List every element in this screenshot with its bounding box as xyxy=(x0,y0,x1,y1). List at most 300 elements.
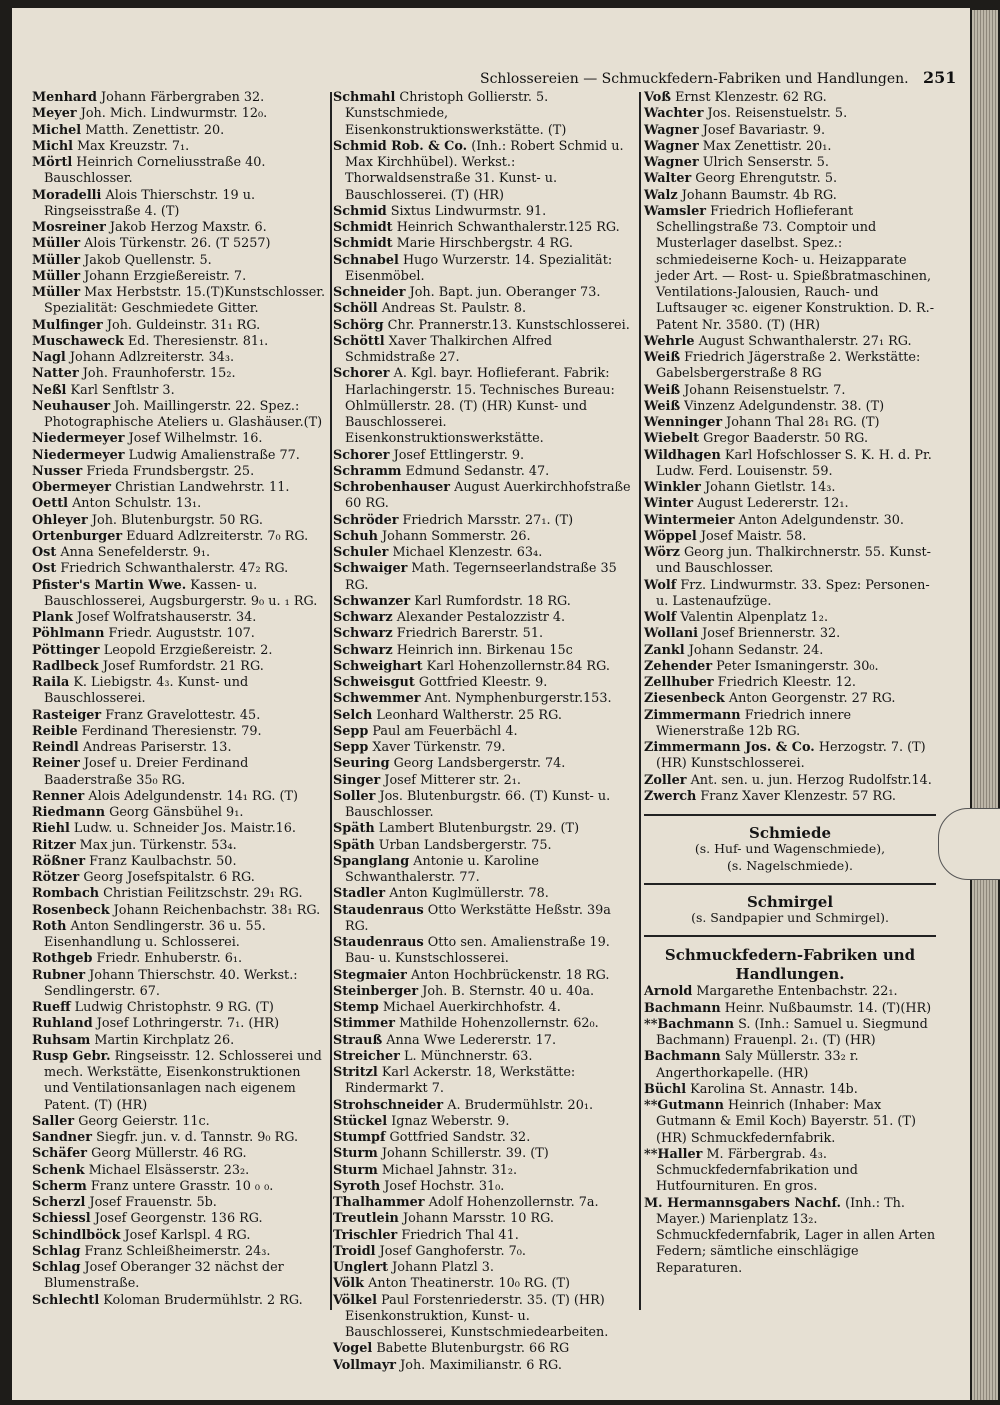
entry-name: Schorer xyxy=(333,366,390,382)
directory-entry xyxy=(32,529,327,545)
entry-name: Ruhsam xyxy=(32,1032,91,1048)
entry-details: Xaver Thalkirchen Alfred Schmidstraße 27. xyxy=(345,333,553,365)
entry-details: Heinrich Corneliusstraße 40. Bauschlosser. xyxy=(44,155,266,187)
column-3-schmuck-entries xyxy=(644,984,936,1277)
entry-details: Babette Blutenburgstr. 66 RG xyxy=(376,1341,570,1357)
directory-entry xyxy=(333,1358,633,1374)
entry-details: Joh. Bapt. jun. Oberanger 73. xyxy=(409,285,601,300)
entry-name: Müller xyxy=(32,236,81,252)
entry-details: Ulrich Senserstr. 5. xyxy=(702,155,829,170)
entry-name: Schäfer xyxy=(32,1146,88,1162)
entry-name: Wolf xyxy=(644,610,677,625)
entry-name: Wildhagen xyxy=(644,447,721,463)
entry-details: Leonhard Waltherstr. 25 RG. xyxy=(376,707,562,723)
entry-name: Wamsler xyxy=(644,203,707,219)
directory-entry xyxy=(644,659,936,675)
entry-name: Pöttinger xyxy=(32,642,100,658)
entry-name: Schwarz xyxy=(333,610,393,625)
entry-details: K. Liebigstr. 4₃. Kunst- und Bauschlosserei. xyxy=(44,675,249,707)
section-note: (s. Nagelschmiede). xyxy=(727,857,853,873)
entry-name: Neuhauser xyxy=(32,398,111,414)
entry-name: Trischler xyxy=(333,1227,398,1243)
directory-entry xyxy=(32,1211,327,1227)
entry-name: Bachmann xyxy=(644,1000,721,1016)
entry-details: Johann Baumstr. 4b RG. xyxy=(681,187,837,203)
entry-name: Strohschneider xyxy=(333,1097,444,1113)
entry-details: (Inh.: Robert Schmid u. Max Kirchhübel). Werkst.: Thorwaldsenstraße 31. Kunst- u. Bauschlosserei. (T) (HR) xyxy=(345,138,624,203)
entry-details: Joh. Maillingerstr. 22. Spez.: Photographische Ateliers u. Glashäuser.(T) xyxy=(44,398,323,430)
entry-details: Johann Marsstr. 10 RG. xyxy=(402,1211,554,1227)
entry-details: Joh. Maximilianstr. 6 RG. xyxy=(400,1357,562,1373)
entry-name: Zimmermann Jos. & Co. xyxy=(644,740,815,755)
entry-name: Schrobenhauser xyxy=(333,480,450,495)
entry-name: Scherzl xyxy=(32,1195,86,1210)
directory-entry xyxy=(333,1130,633,1146)
directory-entry xyxy=(333,626,633,642)
entry-details: Ludwig Christophstr. 9 RG. (T) xyxy=(74,1000,274,1015)
directory-entry xyxy=(333,691,633,707)
entry-details: Johann Thierschstr. 40. Werkst.: Sendlingerstr. 67. xyxy=(44,967,298,999)
directory-entry xyxy=(333,1195,633,1211)
directory-entry xyxy=(333,90,633,139)
entry-details: Matth. Zenettistr. 20. xyxy=(85,122,225,138)
section-heading-schmuckfedern: Schmuckfedern-Fabriken und Handlungen. xyxy=(664,946,916,984)
directory-entry xyxy=(32,448,327,464)
column-3-entries xyxy=(644,90,936,805)
directory-entry xyxy=(333,1260,633,1276)
directory-entry xyxy=(333,1211,633,1227)
entry-details: Johann Thal 28₁ RG. (T) xyxy=(726,415,880,430)
directory-entry xyxy=(32,1195,327,1211)
directory-entry xyxy=(333,1163,633,1179)
entry-name: Rombach xyxy=(32,886,100,902)
entry-details: Ant. Nymphenburgerstr.153. xyxy=(424,691,612,707)
entry-details: Anna Senefelderstr. 9₁. xyxy=(60,545,211,560)
entry-name: Schmid Rob. & Co. xyxy=(333,138,468,154)
directory-entry xyxy=(333,139,633,204)
entry-name: Natter xyxy=(32,366,79,382)
directory-entry xyxy=(32,513,327,529)
entry-details: Jos. Reisenstuelstr. 5. xyxy=(707,106,848,122)
entry-details: Johann Adlzreiterstr. 34₃. xyxy=(69,350,235,365)
register-tab xyxy=(938,808,1000,880)
directory-entry xyxy=(644,708,936,741)
entry-details: Josef Oberanger 32 nächst der Blumenstraße. xyxy=(44,1260,284,1292)
entry-name: Weiß xyxy=(644,382,681,398)
entry-details: Franz Gravelottestr. 45. xyxy=(105,707,261,723)
entry-details: Karolina St. Annastr. 14b. xyxy=(690,1081,858,1097)
entry-details: Siegfr. jun. v. d. Tannstr. 9₀ RG. xyxy=(96,1130,299,1145)
entry-details: Valentin Alpenplatz 1₂. xyxy=(680,610,829,625)
entry-name: Wöppel xyxy=(644,528,697,544)
entry-details: Georg Gänsbühel 9₁. xyxy=(109,805,244,820)
entry-name: Späth xyxy=(333,837,375,853)
entry-details: Josef Mitterer str. 2₁. xyxy=(384,772,521,788)
entry-details: Josef Frauenstr. 5b. xyxy=(89,1195,217,1210)
entry-name: Rusp Gebr. xyxy=(32,1048,111,1064)
directory-entry xyxy=(333,1098,633,1114)
entry-details: Anton Theatinerstr. 10₀ RG. (T) xyxy=(368,1276,570,1292)
entry-name: Weiß xyxy=(644,350,681,365)
entry-details: Anton Schulstr. 13₁. xyxy=(72,496,202,512)
entry-details: Alois Adelgundenstr. 14₁ RG. (T) xyxy=(88,788,299,804)
entry-name: Wagner xyxy=(644,122,699,138)
entry-details: Josef Karlspl. 4 RG. xyxy=(124,1227,251,1243)
entry-name: Schiessl xyxy=(32,1211,91,1227)
entry-name: Plank xyxy=(32,610,73,625)
directory-entry xyxy=(333,984,633,1000)
directory-entry xyxy=(32,643,327,659)
entry-name: Schweighart xyxy=(333,658,423,674)
entry-name: Nusser xyxy=(32,463,83,479)
entry-details: August Schwanthalerstr. 27₁ RG. xyxy=(698,333,912,349)
entry-details: Gottfried Sandstr. 32. xyxy=(389,1130,531,1145)
entry-details: Mathilde Hohenzollernstr. 62₀. xyxy=(399,1016,599,1032)
entry-name: Schöttl xyxy=(333,333,385,349)
entry-details: Frieda Frundsbergstr. 25. xyxy=(86,463,255,479)
entry-name: Troidl xyxy=(333,1243,376,1259)
entry-name: Zankl xyxy=(644,642,685,658)
directory-entry xyxy=(333,334,633,367)
entry-details: Karl Hofschlosser S. K. H. d. Pr. Ludw. Ferd. Louisenstr. 59. xyxy=(656,447,932,479)
entry-details: Anton Sendlingerstr. 36 u. 55. Eisenhandlung u. Schlosserei. xyxy=(44,918,266,950)
entry-name: Ohleyer xyxy=(32,512,88,528)
entry-details: Georg Geierstr. 11c. xyxy=(78,1113,210,1129)
entry-name: Zellhuber xyxy=(644,675,714,690)
entry-name: Schwemmer xyxy=(333,691,421,707)
entry-name: Walter xyxy=(644,171,692,187)
directory-entry xyxy=(333,236,633,252)
entry-details: Kassen- u. Bauschlosserei, Augsburgerstr. 9₀ u. ₁ RG. xyxy=(44,577,318,609)
entry-details: Joh. B. Sternstr. 40 u. 40a. xyxy=(422,983,595,999)
entry-details: Max Zenettistr. 20₁. xyxy=(702,138,832,154)
entry-details: A. Kgl. bayr. Hoflieferant. Fabrik: Harlachingerstr. 15. Technisches Bureau: Ohlmüllerstr. 28. (T) (HR) Kunst- und Bauschlosserei. Eisenkonstruktionswerkstätte. xyxy=(345,366,615,447)
directory-entry xyxy=(644,643,936,659)
entry-name: Rasteiger xyxy=(32,707,102,723)
directory-entry xyxy=(32,610,327,626)
entry-name: Wehrle xyxy=(644,333,695,349)
book-edge xyxy=(972,10,998,1400)
directory-entry xyxy=(644,529,936,545)
entry-name: Winkler xyxy=(644,480,701,495)
entry-name: Singer xyxy=(333,772,381,788)
directory-entry xyxy=(644,106,936,122)
entry-name: Zoller xyxy=(644,772,687,788)
entry-name: Schuler xyxy=(333,545,389,560)
entry-details: Karl Hohenzollernstr.84 RG. xyxy=(426,658,610,674)
directory-entry xyxy=(32,350,327,366)
entry-details: Otto sen. Amalienstraße 19. Bau- u. Kunstschlosserei. xyxy=(345,935,610,967)
entry-name: Schlechtl xyxy=(32,1292,100,1308)
directory-entry xyxy=(644,431,936,447)
entry-details: Michael Jahnstr. 31₂. xyxy=(381,1162,518,1178)
entry-name: Stückel xyxy=(333,1113,388,1129)
entry-name: Wollani xyxy=(644,626,699,642)
entry-name: Ruhland xyxy=(32,1016,93,1032)
entry-name: Weiß xyxy=(644,398,681,414)
entry-details: Josef Briennerstr. 32. xyxy=(702,626,841,642)
entry-name: Stegmaier xyxy=(333,967,407,983)
directory-entry xyxy=(333,838,633,854)
directory-entry xyxy=(32,285,327,318)
entry-name: Schorer xyxy=(333,447,390,463)
directory-entry xyxy=(32,399,327,432)
entry-details: Georg Ehrengutstr. 5. xyxy=(695,171,838,187)
entry-details: Ringseisstr. 12. Schlosserei und mech. Werkstätte, Eisenkonstruktionen und Ventilationsanlagen nach eigenem Patent. (T) (HR) xyxy=(44,1048,322,1113)
directory-entry xyxy=(333,675,633,691)
entry-details: Edmund Sedanstr. 47. xyxy=(405,463,550,479)
directory-entry xyxy=(333,659,633,675)
entry-name: Raila xyxy=(32,675,70,690)
directory-entry xyxy=(32,496,327,512)
directory-entry xyxy=(32,626,327,642)
entry-details: Josef Ganghoferstr. 7₀. xyxy=(379,1243,526,1259)
entry-details: Ludwig Amalienstraße 77. xyxy=(128,447,300,463)
entry-name: Wörz xyxy=(644,545,680,560)
entry-name: Müller xyxy=(32,268,81,284)
entry-details: Koloman Brudermühlstr. 2 RG. xyxy=(103,1292,303,1308)
entry-name: Arnold xyxy=(644,984,693,1000)
entry-name: Rötzer xyxy=(32,870,80,885)
directory-entry xyxy=(32,1130,327,1146)
entry-name: Sturm xyxy=(333,1162,378,1178)
entry-name: Ritzer xyxy=(32,837,76,853)
entry-name: Völkel xyxy=(333,1292,378,1308)
directory-entry xyxy=(333,724,633,740)
entry-name: Strauß xyxy=(333,1032,383,1048)
directory-entry xyxy=(32,1179,327,1195)
entry-name: Wintermeier xyxy=(644,512,735,528)
directory-entry xyxy=(32,805,327,821)
entry-details: Urban Landsbergerstr. 75. xyxy=(378,837,552,853)
entry-name: Ziesenbeck xyxy=(644,691,725,707)
entry-name: Wachter xyxy=(644,106,704,122)
entry-details: Christian Feilitzschstr. 29₁ RG. xyxy=(103,886,303,902)
entry-details: Gregor Baaderstr. 50 RG. xyxy=(703,431,869,447)
directory-entry xyxy=(333,1065,633,1098)
directory-entry xyxy=(32,708,327,724)
directory-entry xyxy=(333,561,633,594)
directory-entry xyxy=(644,691,936,707)
entry-details: Herzogstr. 7. (T) (HR) Kunstschlosserei. xyxy=(656,740,926,772)
entry-name: Stritzl xyxy=(333,1065,378,1080)
entry-details: Peter Ismaningerstr. 30₀. xyxy=(716,658,879,674)
entry-details: Martin Kirchplatz 26. xyxy=(94,1032,235,1048)
entry-details: Sixtus Lindwurmstr. 91. xyxy=(390,203,547,219)
entry-details: Franz Schleißheimerstr. 24₃. xyxy=(84,1243,271,1259)
directory-entry xyxy=(333,1049,633,1065)
entry-name: Späth xyxy=(333,821,375,837)
entry-name: Spanglang xyxy=(333,853,410,869)
entry-name: Schlag xyxy=(32,1243,81,1259)
entry-name: Schmid xyxy=(333,203,387,219)
entry-name: Unglert xyxy=(333,1260,389,1275)
directory-entry xyxy=(333,253,633,286)
entry-name: Staudenraus xyxy=(333,902,424,918)
entry-details: Josef Ettlingerstr. 9. xyxy=(393,447,525,463)
entry-details: Math. Tegernseerlandstraße 35 RG. xyxy=(345,561,617,593)
entry-name: Scherm xyxy=(32,1178,87,1194)
entry-details: Ernst Klenzestr. 62 RG. xyxy=(675,90,827,105)
entry-details: Ant. sen. u. jun. Herzog Rudolfstr.14. xyxy=(690,772,932,788)
directory-entry xyxy=(644,1082,936,1098)
directory-entry xyxy=(644,155,936,171)
entry-details: Friedrich Hoflieferant Schellingstraße 73. Comptoir und Musterlager daselbst. Spez.: schmiedeiserne Koch- u. Heizapparate jeder Art. — Rost- u. Spießbratmaschinen, Ventilations-Jalousien, Rauch- und Luftsauger ꝛc. eigener Konstruktion. D. R.-Patent Nr. 3580. (T) (HR) xyxy=(656,203,935,333)
directory-entry xyxy=(333,1293,633,1342)
entry-details: Lambert Blutenburgstr. 29. (T) xyxy=(378,821,580,837)
entry-details: Georg jun. Thalkirchnerstr. 55. Kunst- und Bauschlosser. xyxy=(656,545,931,577)
directory-entry xyxy=(32,1260,327,1293)
entry-details: Frz. Lindwurmstr. 33. Spez: Personen- u. Lastenaufzüge. xyxy=(656,577,930,609)
directory-entry xyxy=(333,740,633,756)
entry-name: Rosenbeck xyxy=(32,902,110,918)
directory-entry xyxy=(32,236,327,252)
entry-name: Voß xyxy=(644,90,672,105)
entry-details: Anton Kuglmüllerstr. 78. xyxy=(389,886,549,902)
entry-name: Zimmermann xyxy=(644,707,741,723)
directory-entry xyxy=(333,968,633,984)
entry-name: Reindl xyxy=(32,740,79,755)
directory-entry xyxy=(32,1293,327,1309)
entry-name: Schenk xyxy=(32,1162,85,1178)
directory-entry xyxy=(32,1033,327,1049)
entry-name: Reible xyxy=(32,723,78,739)
page-number: 251 xyxy=(923,68,957,87)
entry-name: Wagner xyxy=(644,155,699,170)
entry-details: Joh. Guldeinstr. 31₁ RG. xyxy=(106,317,261,333)
entry-name: Büchl xyxy=(644,1081,687,1097)
entry-name: Schmahl xyxy=(333,90,396,105)
directory-entry xyxy=(644,675,936,691)
directory-entry xyxy=(644,334,936,350)
directory-entry xyxy=(32,789,327,805)
entry-name: Moradelli xyxy=(32,187,102,203)
entry-name: Rößner xyxy=(32,853,86,869)
entry-details: Ferdinand Theresienstr. 79. xyxy=(81,723,262,739)
entry-name: Steinberger xyxy=(333,983,419,999)
directory-entry xyxy=(32,220,327,236)
entry-details: Josef Wolfratshauserstr. 34. xyxy=(77,610,257,625)
directory-entry xyxy=(32,1244,327,1260)
entry-name: Treutlein xyxy=(333,1211,399,1227)
entry-details: Karl Senftlstr 3. xyxy=(70,382,175,398)
entry-name: Mosreiner xyxy=(32,220,106,235)
directory-entry xyxy=(32,1114,327,1130)
entry-name: Wenninger xyxy=(644,415,723,430)
entry-name: Rubner xyxy=(32,967,86,983)
entry-details: Margarethe Entenbachstr. 22₁. xyxy=(696,984,898,1000)
entry-details: Ludw. u. Schneider Jos. Maistr.16. xyxy=(73,821,297,837)
entry-details: Xaver Türkenstr. 79. xyxy=(372,740,506,755)
entry-details: A. Brudermühlstr. 20₁. xyxy=(447,1097,594,1113)
entry-details: Josef Hochstr. 31₀. xyxy=(384,1178,505,1194)
directory-entry xyxy=(333,1146,633,1162)
entry-name: Sandner xyxy=(32,1130,92,1145)
entry-details: L. Münchnerstr. 63. xyxy=(403,1048,533,1064)
directory-entry xyxy=(644,90,936,106)
running-title: Schlossereien — Schmuckfedern-Fabriken und Handlungen. xyxy=(480,71,909,87)
directory-entry xyxy=(32,854,327,870)
directory-entry xyxy=(333,285,633,301)
directory-entry xyxy=(333,301,633,317)
entry-name: Selch xyxy=(333,707,373,723)
entry-details: Vinzenz Adelgundenstr. 38. (T) xyxy=(684,398,885,414)
directory-entry xyxy=(644,480,936,496)
entry-name: Pfister's Martin Wwe. xyxy=(32,577,187,593)
entry-details: Friedr. Auguststr. 107. xyxy=(108,626,255,642)
entry-name: Rueff xyxy=(32,1000,71,1015)
entry-name: Sepp xyxy=(333,740,369,755)
directory-entry xyxy=(32,1146,327,1162)
entry-details: Friedrich innere Wienerstraße 12b RG. xyxy=(656,707,852,739)
entry-name: Michl xyxy=(32,138,73,154)
entry-details: Friedrich Thal 41. xyxy=(401,1227,519,1243)
entry-details: Saly Müllerstr. 33₂ r. Angerthorkapelle. (HR) xyxy=(656,1049,859,1081)
directory-entry xyxy=(32,1016,327,1032)
running-header xyxy=(480,68,957,87)
directory-entry xyxy=(644,1098,936,1147)
directory-entry xyxy=(644,123,936,139)
entry-name: Schmidt xyxy=(333,236,393,252)
column-rule-left xyxy=(330,92,332,1310)
directory-entry xyxy=(333,773,633,789)
entry-name: Niedermeyer xyxy=(32,447,125,463)
directory-entry xyxy=(32,724,327,740)
entry-name: Schwarz xyxy=(333,642,393,658)
directory-entry xyxy=(333,789,633,822)
directory-entry xyxy=(644,204,936,334)
entry-name: Riehl xyxy=(32,821,70,837)
directory-entry xyxy=(333,594,633,610)
entry-details: Max Herbststr. 15.(T)Kunstschlosser. Spezialität: Geschmiedete Gitter. xyxy=(44,285,326,317)
directory-entry xyxy=(32,821,327,837)
directory-entry xyxy=(644,139,936,155)
entry-details: S. (Inh.: Samuel u. Siegmund Bachmann) Frauenpl. 2₁. (T) (HR) xyxy=(656,1016,928,1048)
entry-name: Sturm xyxy=(333,1146,378,1162)
entry-details: Franz untere Grasstr. 10 ₀ ₀. xyxy=(90,1178,274,1194)
directory-entry xyxy=(644,610,936,626)
entry-name: Meyer xyxy=(32,106,77,122)
entry-name: Wiebelt xyxy=(644,431,700,447)
directory-entry xyxy=(644,513,936,529)
directory-entry xyxy=(32,269,327,285)
directory-entry xyxy=(333,1033,633,1049)
directory-entry xyxy=(333,448,633,464)
section-note: (s. Huf- und Wagenschmiede), xyxy=(694,841,886,857)
entry-name: Staudenraus xyxy=(333,935,424,950)
directory-entry xyxy=(333,204,633,220)
directory-entry xyxy=(32,968,327,1001)
directory-entry xyxy=(32,561,327,577)
entry-name: Wolf xyxy=(644,577,677,593)
entry-details: Josef Rumfordstr. 21 RG. xyxy=(102,658,264,674)
directory-entry xyxy=(32,919,327,952)
entry-details: Max jun. Türkenstr. 53₄. xyxy=(79,837,237,853)
directory-entry xyxy=(644,350,936,383)
directory-entry xyxy=(32,334,327,350)
entry-name: Völk xyxy=(333,1276,365,1292)
entry-name: Riedmann xyxy=(32,805,106,820)
entry-details: (Inh.: Th. Mayer.) Marienplatz 13₂. Schmuckfedernfabrik, Lager in allen Arten Federn; sämtliche einschlägige Reparaturen. xyxy=(656,1195,936,1276)
entry-name: Schröder xyxy=(333,512,399,528)
entry-name: Walz xyxy=(644,187,678,203)
directory-entry xyxy=(32,886,327,902)
entry-name: Schwaiger xyxy=(333,561,408,577)
directory-entry xyxy=(32,366,327,382)
directory-entry xyxy=(32,139,327,155)
entry-name: Ost xyxy=(32,561,57,577)
entry-name: Schnabel xyxy=(333,252,399,268)
